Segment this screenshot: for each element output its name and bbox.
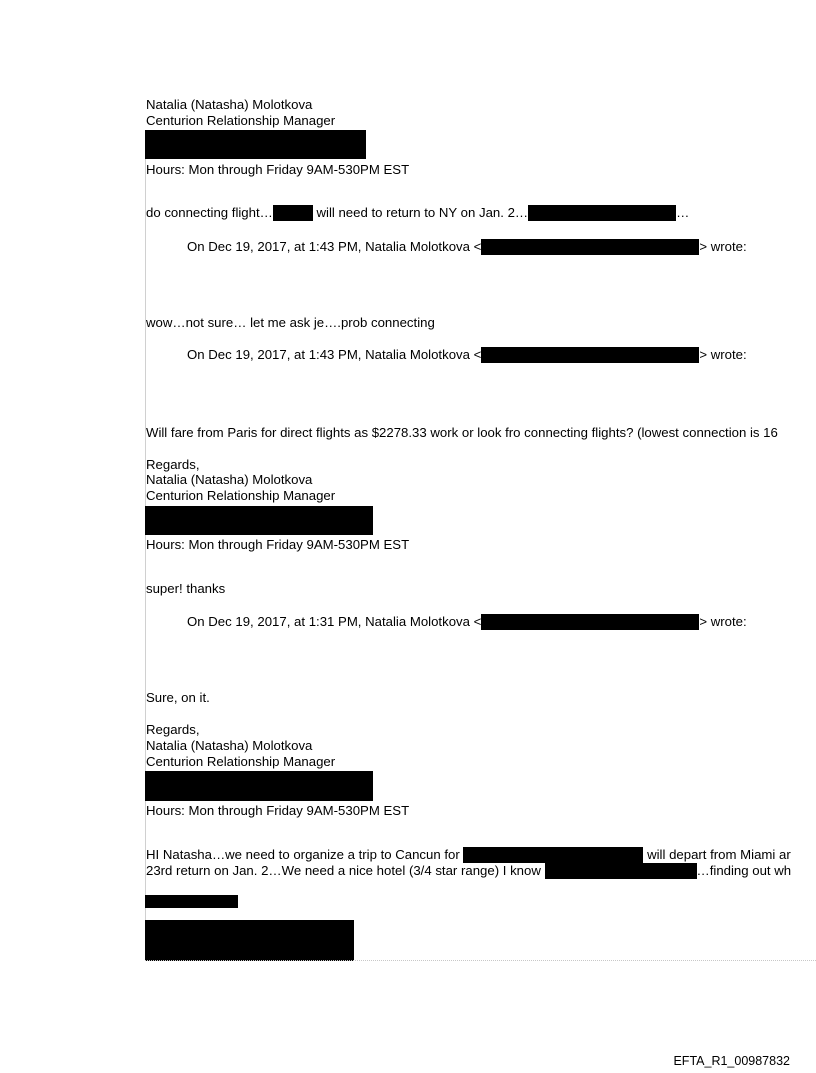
signature-hours: Hours: Mon through Friday 9AM-530PM EST xyxy=(146,537,410,552)
quote-suffix: > wrote: xyxy=(699,239,747,254)
redaction-inline xyxy=(545,863,697,879)
message-cancun-line1 xyxy=(146,847,791,863)
message-sure: Sure, on it. xyxy=(146,690,210,705)
document-reference: EFTA_R1_00987832 xyxy=(673,1054,790,1068)
message-cancun-line2 xyxy=(146,863,791,879)
message-text: do connecting flight… xyxy=(146,205,273,220)
quote-header xyxy=(187,614,747,630)
quote-header xyxy=(187,347,747,363)
redaction-inline xyxy=(481,239,699,255)
redaction-inline xyxy=(528,205,676,221)
redaction-box xyxy=(145,130,366,159)
message-text: 23rd return on Jan. 2…We need a nice hotel (3/4 star range) I know xyxy=(146,863,545,878)
divider xyxy=(145,960,816,962)
quote-prefix: On Dec 19, 2017, at 1:31 PM, Natalia Molotkova < xyxy=(187,614,482,629)
message-text: HI Natasha…we need to organize a trip to Cancun for xyxy=(146,847,464,862)
signature-title: Centurion Relationship Manager xyxy=(146,113,336,128)
redaction-inline xyxy=(481,614,699,630)
message-text: will depart from Miami ar xyxy=(643,847,791,862)
redaction-box xyxy=(145,920,354,961)
signature-name: Natalia (Natasha) Molotkova xyxy=(146,97,313,112)
quote-prefix: On Dec 19, 2017, at 1:43 PM, Natalia Molotkova < xyxy=(187,239,482,254)
message-connecting xyxy=(146,205,689,221)
signature-title: Centurion Relationship Manager xyxy=(146,754,336,769)
signature-regards: Regards, xyxy=(146,457,200,472)
redaction-inline xyxy=(481,347,699,363)
redaction-box xyxy=(145,506,373,535)
quote-suffix: > wrote: xyxy=(699,347,747,362)
signature-regards: Regards, xyxy=(146,722,200,737)
signature-name: Natalia (Natasha) Molotkova xyxy=(146,738,313,753)
redaction-inline xyxy=(273,205,313,221)
message-fare: Will fare from Paris for direct flights as $2278.33 work or look fro connecting flights? (lowest connection is 16 xyxy=(146,425,778,440)
message-text: … xyxy=(676,205,690,220)
message-text: …finding out wh xyxy=(696,863,792,878)
signature-title: Centurion Relationship Manager xyxy=(146,488,336,503)
message-super: super! thanks xyxy=(146,581,226,596)
redaction-inline xyxy=(463,847,643,863)
signature-hours: Hours: Mon through Friday 9AM-530PM EST xyxy=(146,803,410,818)
signature-name: Natalia (Natasha) Molotkova xyxy=(146,472,313,487)
redaction-box xyxy=(145,895,238,908)
quote-header xyxy=(187,239,747,255)
signature-hours: Hours: Mon through Friday 9AM-530PM EST xyxy=(146,162,410,177)
message-wow: wow…not sure… let me ask je….prob connecting xyxy=(146,315,435,330)
quote-prefix: On Dec 19, 2017, at 1:43 PM, Natalia Molotkova < xyxy=(187,347,482,362)
quote-suffix: > wrote: xyxy=(699,614,747,629)
message-text: will need to return to NY on Jan. 2… xyxy=(312,205,529,220)
redaction-box xyxy=(145,771,373,801)
